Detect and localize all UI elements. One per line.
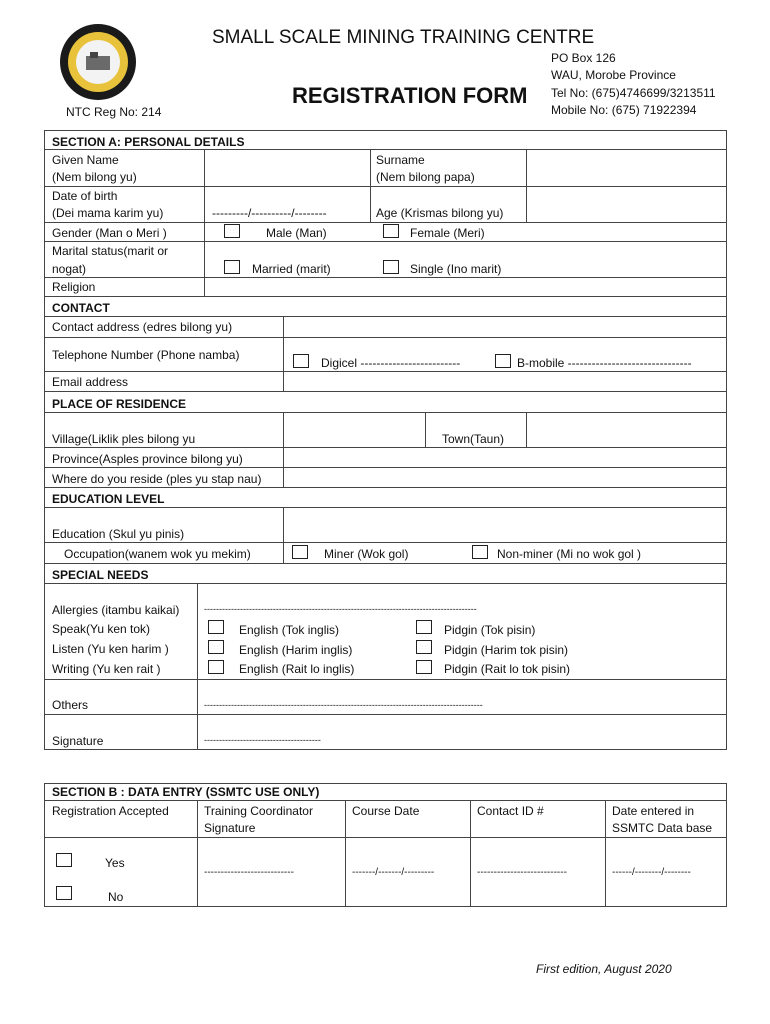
bmobile-checkbox[interactable] <box>495 354 511 368</box>
married-checkbox[interactable] <box>224 260 240 274</box>
allergies-input[interactable]: ------------------------------------------------------------------------------------------- <box>204 604 477 614</box>
others-input[interactable]: --------------------------------------------------------------------------------------------- <box>204 700 483 710</box>
education-label: Education (Skul yu pinis) <box>52 527 185 541</box>
edition-note: First edition, August 2020 <box>536 962 672 976</box>
contact-address-input[interactable] <box>284 317 726 336</box>
contact-id-input[interactable]: --------------------------- <box>477 867 567 878</box>
digicel-checkbox[interactable] <box>293 354 309 368</box>
miner-checkbox[interactable] <box>292 545 308 559</box>
contact-title: CONTACT <box>52 301 110 315</box>
english-speak-checkbox[interactable] <box>208 620 224 634</box>
course-date-header: Course Date <box>352 804 420 818</box>
yes-checkbox[interactable] <box>56 853 72 867</box>
english-write-label: English (Rait lo inglis) <box>239 662 355 676</box>
education-input[interactable] <box>284 508 726 541</box>
email-label: Email address <box>52 375 129 389</box>
province-label: Province(Asples province bilong yu) <box>52 452 243 466</box>
village-input[interactable] <box>284 413 424 446</box>
english-speak-label: English (Tok inglis) <box>239 623 340 637</box>
dob-label: Date of birth <box>52 189 118 203</box>
address-line-3: Tel No: (675)4746699/3213511 <box>551 86 716 100</box>
reside-input[interactable] <box>284 468 726 486</box>
marital-status-label-2: nogat) <box>52 262 87 276</box>
coordinator-header-2: Signature <box>204 821 256 835</box>
pidgin-speak-checkbox[interactable] <box>416 620 432 634</box>
english-listen-label: English (Harim inglis) <box>239 643 353 657</box>
male-checkbox[interactable] <box>224 224 240 238</box>
pidgin-write-label: Pidgin (Rait lo tok pisin) <box>444 662 571 676</box>
pidgin-write-checkbox[interactable] <box>416 660 432 674</box>
married-label: Married (marit) <box>252 262 331 276</box>
centre-name: SMALL SCALE MINING TRAINING CENTRE <box>212 27 595 48</box>
surname-label: Surname <box>376 153 425 167</box>
given-name-label-pidgin: (Nem bilong yu) <box>52 170 137 184</box>
town-label: Town(Taun) <box>442 432 505 446</box>
marital-status-label: Marital status(marit or <box>52 244 169 258</box>
female-checkbox[interactable] <box>383 224 399 238</box>
address-line-4: Mobile No: (675) 71922394 <box>551 103 697 117</box>
religion-input[interactable] <box>205 278 726 295</box>
special-needs-title: SPECIAL NEEDS <box>52 568 149 582</box>
others-label: Others <box>52 698 89 712</box>
dob-label-pidgin: (Dei mama karim yu) <box>52 206 164 220</box>
bmobile-label: B-mobile ------------------------------- <box>517 356 692 370</box>
registration-accepted-header: Registration Accepted <box>52 804 169 818</box>
section-b-table <box>44 783 727 907</box>
address-line-2: WAU, Morobe Province <box>551 68 676 82</box>
non-miner-label: Non-miner (Mi no wok gol ) <box>497 547 642 561</box>
single-label: Single (Ino marit) <box>410 262 502 276</box>
telephone-label: Telephone Number (Phone namba) <box>52 348 240 362</box>
age-input[interactable] <box>527 187 726 221</box>
address-line-1: PO Box 126 <box>551 51 616 65</box>
no-checkbox[interactable] <box>56 886 72 900</box>
pidgin-listen-checkbox[interactable] <box>416 640 432 654</box>
section-b-title: SECTION B : DATA ENTRY (SSMTC USE ONLY) <box>52 785 320 799</box>
digicel-label: Digicel ------------------------- <box>321 356 461 370</box>
listen-label: Listen (Yu ken harim ) <box>52 642 169 656</box>
religion-label: Religion <box>52 280 96 294</box>
course-date-input[interactable]: -------/-------/--------- <box>352 867 435 878</box>
single-checkbox[interactable] <box>383 260 399 274</box>
writing-label: Writing (Yu ken rait ) <box>52 662 161 676</box>
pidgin-speak-label: Pidgin (Tok pisin) <box>444 623 536 637</box>
coordinator-header: Training Coordinator <box>204 804 313 818</box>
given-name-input[interactable] <box>205 150 369 185</box>
date-entered-header-2: SSMTC Data base <box>612 821 713 835</box>
yes-label: Yes <box>105 856 125 870</box>
miner-label: Miner (Wok gol) <box>324 547 409 561</box>
non-miner-checkbox[interactable] <box>472 545 488 559</box>
allergies-label: Allergies (itambu kaikai) <box>52 603 180 617</box>
email-input[interactable] <box>284 372 726 390</box>
coordinator-signature-input[interactable]: --------------------------- <box>204 867 294 878</box>
pidgin-listen-label: Pidgin (Harim tok pisin) <box>444 643 569 657</box>
contact-id-header: Contact ID # <box>477 804 544 818</box>
english-listen-checkbox[interactable] <box>208 640 224 654</box>
signature-input[interactable]: --------------------------------------- <box>204 735 321 745</box>
centre-logo <box>58 22 138 102</box>
section-a-title: SECTION A: PERSONAL DETAILS <box>52 135 245 149</box>
reside-label: Where do you reside (ples yu stap nau) <box>52 472 262 486</box>
english-write-checkbox[interactable] <box>208 660 224 674</box>
date-entered-input[interactable]: ------/--------/-------- <box>612 867 691 878</box>
age-label: Age (Krismas bilong yu) <box>376 206 504 220</box>
province-input[interactable] <box>284 448 726 466</box>
surname-input[interactable] <box>527 150 726 185</box>
female-label: Female (Meri) <box>410 226 485 240</box>
signature-label: Signature <box>52 734 104 748</box>
town-input[interactable] <box>527 413 726 446</box>
speak-label: Speak(Yu ken tok) <box>52 622 151 636</box>
ntc-reg-number: NTC Reg No: 214 <box>66 105 162 119</box>
residence-title: PLACE OF RESIDENCE <box>52 397 187 411</box>
dob-input[interactable]: ---------/----------/-------- <box>212 206 327 220</box>
education-title: EDUCATION LEVEL <box>52 492 165 506</box>
date-entered-header: Date entered in <box>612 804 695 818</box>
occupation-label: Occupation(wanem wok yu mekim) <box>64 547 251 561</box>
contact-address-label: Contact address (edres bilong yu) <box>52 320 233 334</box>
male-label: Male (Man) <box>266 226 327 240</box>
surname-label-pidgin: (Nem bilong papa) <box>376 170 475 184</box>
form-title: REGISTRATION FORM <box>292 83 528 108</box>
given-name-label: Given Name <box>52 153 119 167</box>
village-label: Village(Liklik ples bilong yu <box>52 432 196 446</box>
gender-label: Gender (Man o Meri ) <box>52 226 167 240</box>
no-label: No <box>108 890 124 904</box>
